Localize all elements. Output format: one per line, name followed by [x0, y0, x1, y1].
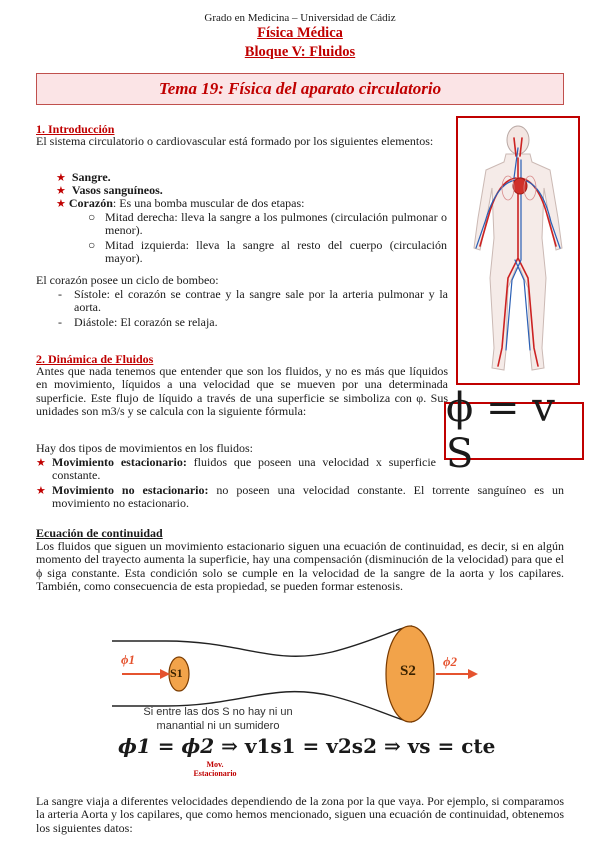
s2-label: S2 — [400, 663, 416, 679]
phi2-label: ϕ2 — [443, 654, 458, 669]
star-icon: ★ — [56, 172, 66, 184]
continuity-text: Los fluidos que siguen un movimiento estacionario siguen una ecuación de continuidad, es decir, si en algún momento del trayecto aumenta la superficie, hay una compensación (disminución de la velocidad) para que el ϕ siga constante. Esta condición solo se cumple en la velocidad de la sangre de la aorta y los capilares. También, como consecuencia de esta propiedad, se pueden formar estenosis. — [36, 539, 564, 594]
intro-item-bold: Sangre. — [71, 170, 111, 184]
type-item-rest: fluidos que poseen una velocidad x superficie constante. — [52, 455, 437, 483]
diagram-caption-line2: manantial ni un sumidero — [156, 720, 280, 732]
arrow-out-icon — [468, 669, 478, 679]
intro-heading: 1. Introducción — [36, 122, 115, 136]
star-icon: ★ — [56, 198, 66, 210]
type-item-rest: no poseen una velocidad constante. El torrente sanguíneo es un movimiento no estacionario. — [52, 483, 564, 511]
implies-arrow-icon: ⇒ — [383, 734, 401, 758]
cycle-item-1: Sístole: el corazón se contrae y la sangre sale por la arteria pulmonar y la aorta. — [74, 287, 448, 315]
tube-top-wall — [166, 626, 412, 656]
star-icon: ★ — [36, 485, 46, 497]
human-body-illustration — [458, 118, 578, 383]
equation-mid: v1s1 = v2s2 — [244, 734, 377, 758]
type-item-bold: Movimiento estacionario: — [52, 455, 187, 469]
star-icon: ★ — [36, 457, 46, 469]
type-item-1 — [52, 456, 436, 483]
intro-subitem-1: Mitad derecha: lleva la sangre a los pulmones (circulación pulmonar o menor). — [105, 210, 447, 238]
intro-item-bold: Corazón — [68, 196, 113, 210]
circulatory-system-image — [456, 116, 580, 385]
bullet-circle-icon: ○ — [88, 238, 96, 252]
types-text: Hay dos tipos de movimientos en los fluidos: — [36, 441, 253, 455]
header-course: Física Médica — [257, 25, 343, 41]
cycle-item-2: Diástole: El corazón se relaja. — [74, 315, 218, 329]
bullet-circle-icon: ○ — [88, 210, 96, 224]
mov-label-line2: Estacionario — [193, 769, 237, 778]
diagram-caption — [128, 705, 308, 733]
dash-bullet: - — [58, 315, 62, 329]
implies-arrow-icon: ⇒ — [221, 734, 238, 758]
continuity-equation — [118, 734, 498, 774]
formula-box — [444, 385, 584, 477]
continuity-heading: Ecuación de continuidad — [36, 526, 163, 540]
intro-text: El sistema circulatorio o cardiovascular está formado por los siguientes elementos: — [36, 134, 434, 148]
dynamics-text: Antes que nada tenemos que entender que son los fluidos, y no es más que líquidos en movimiento, líquidos a una velocidad que se mueven por una determinada superficie. Este flujo de líquido a través de una superficie se simboliza con φ. Sus unidades son m3/s y se calcula con la siguiente fórmula: — [36, 364, 448, 419]
mov-label-line1: Mov. — [206, 760, 224, 769]
intro-subitem-2: Mitad izquierda: lleva la sangre al resto del cuerpo (circulación mayor). — [105, 238, 447, 266]
mov-estacionario-label — [190, 760, 240, 778]
cycle-text: El corazón posee un ciclo de bombeo: — [36, 273, 219, 287]
closing-text: La sangre viaja a diferentes velocidades dependiendo de la zona por la que vaya. Por ejemplo, si comparamos la arteria Aorta y los capilares, que como hemos mencionado, siguen una ecuación de continuidad, obtenemos los siguientes datos: — [36, 794, 564, 835]
star-icon: ★ — [56, 185, 66, 197]
equation-lhs: ϕ1 = ϕ2 — [118, 734, 215, 758]
dynamics-heading: 2. Dinámica de Fluidos — [36, 352, 154, 366]
intro-item-bold: Vasos sanguíneos. — [71, 183, 163, 197]
flow-formula: ϕ = v S — [446, 385, 555, 477]
diagram-caption-line1: Si entre las dos S no hay ni un — [143, 706, 293, 718]
type-item-bold: Movimiento no estacionario: — [52, 483, 209, 497]
s1-label: S1 — [170, 666, 183, 680]
tema-title-box — [36, 73, 564, 105]
tema-title: Tema 19: Física del aparato circulatorio — [158, 79, 442, 98]
dash-bullet: - — [58, 287, 62, 301]
phi1-label: ϕ1 — [121, 652, 136, 667]
arrow-in-icon — [160, 669, 170, 679]
equation-rhs: vs = cte — [407, 734, 496, 758]
intro-item-rest: : Es una bomba muscular de dos etapas: — [112, 196, 305, 210]
header-block: Bloque V: Fluidos — [244, 44, 356, 60]
header-university: Grado en Medicina – Universidad de Cádiz — [204, 12, 396, 24]
type-item-2 — [52, 484, 564, 511]
